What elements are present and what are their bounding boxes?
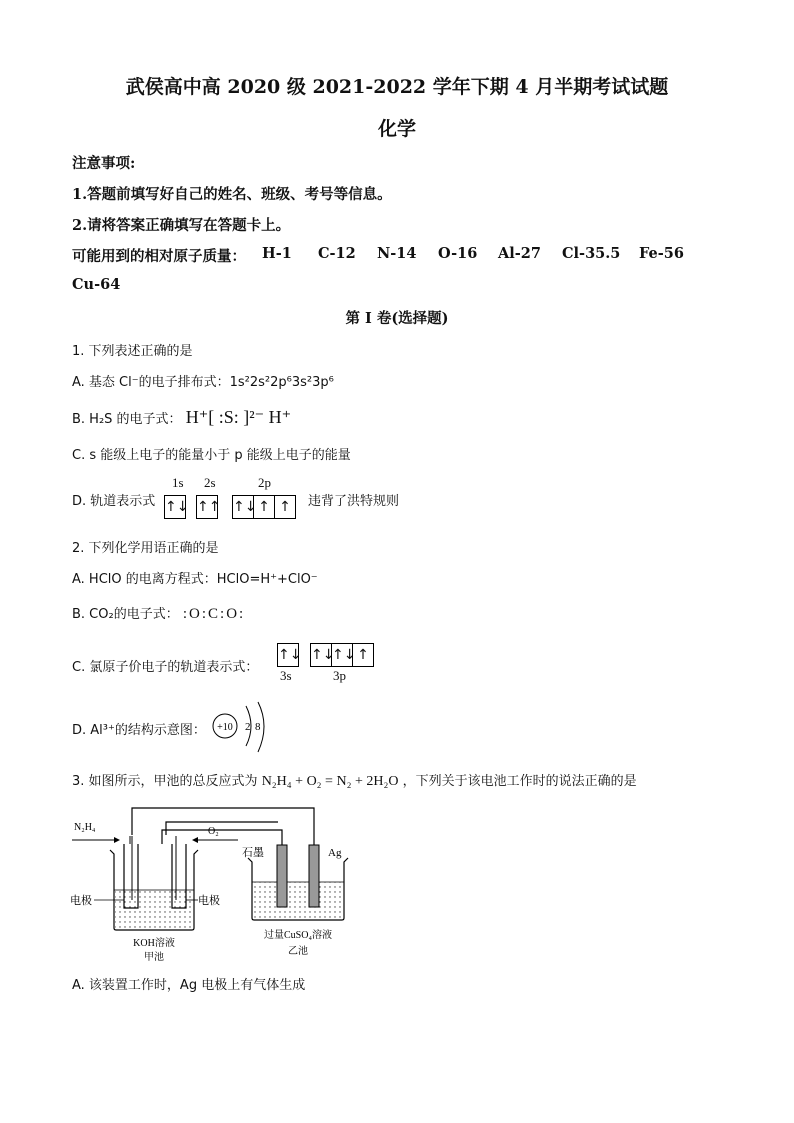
atomic-mass-line [72,245,722,265]
mass-cu: Cu-64 [72,276,121,293]
orbital-label-3p: 3p [333,668,346,683]
label-koh: KOH溶液 [133,938,175,949]
label-o2: O₂ [208,826,219,837]
q3-cell-diagram [68,800,358,965]
q2-option-b [72,603,245,623]
orbital-label-2p: 2p [258,475,271,490]
atomic-mass-label: 可能用到的相对原子质量： [72,248,246,265]
mass-h: H-1 [262,245,292,262]
q3-stem-b: ，下列关于该电池工作时的说法正确的是 [402,774,637,789]
q3-stem [72,770,637,790]
orbital-box-1s: ↑↓ [164,495,186,519]
orbital-label-1s: 1s [172,475,184,490]
q2-option-a: A. HClO 的电离方程式：HClO=H⁺+ClO⁻ [72,572,318,587]
orbital-box-3s: ↑↓ [277,643,299,667]
label-cuso4: 过量CuSO₄溶液 [264,930,332,941]
notice-item-2: 2.请将答案正确填写在答题卡上。 [72,217,291,234]
q2-d-prefix: D. Al³⁺的结构示意图： [72,723,206,738]
q1-option-c: C. s 能级上电子的能量小于 p 能级上电子的能量 [72,448,351,463]
q2-option-c [72,642,472,686]
co2-electron-formula: :O:C:O: [182,606,246,622]
notice-heading: 注意事项: [72,155,136,172]
q1-b-label: B. H₂S 的电子式： [72,412,182,427]
q3-stem-a: 3. 如图所示，甲池的总反应式为 [72,774,258,789]
orbital-label-3s: 3s [280,668,292,683]
label-cell-jia: 甲池 [144,952,164,963]
label-ag: Ag [328,847,342,859]
al-ion-structure-diagram [208,700,278,756]
al-nucleus: +10 [217,722,233,733]
label-n2h4: N₂H₄ [74,822,96,833]
q2-b-label: B. CO₂的电子式： [72,607,179,622]
q1-option-a: A. 基态 Cl⁻的电子排布式：1s²2s²2p⁶3s²3p⁶ [72,375,334,390]
mass-al: Al-27 [498,245,541,262]
orbital-label-2s: 2s [204,475,216,490]
q2-option-d [72,700,372,756]
subject-title: 化学 [377,118,416,140]
mass-n: N-14 [377,245,417,262]
orbital-box-3p: ↑↓ ↑↓ ↑ [310,643,374,667]
q1-d-prefix: D. 轨道表示式 [72,494,156,509]
orbital-box-2s: ↑↑ [196,495,218,519]
mass-o: O-16 [438,245,478,262]
mass-c: C-12 [318,245,356,262]
label-electrode-right: 电极 [198,895,220,907]
q2-stem: 2. 下列化学用语正确的是 [72,541,219,556]
notice-item-1: 1.答题前填写好自己的姓名、班级、考号等信息。 [72,186,392,203]
label-electrode-left: 电极 [70,895,92,907]
q1-option-b [72,407,291,428]
exam-title: 武侯高中高 2020 级 2021-2022 学年下期 4 月半期考试试题 [125,76,669,98]
q1-d-suffix: 违背了洪特规则 [308,494,400,509]
q1-stem: 1. 下列表述正确的是 [72,344,193,359]
mass-cl: Cl-35.5 [562,245,621,262]
mass-fe: Fe-56 [639,245,684,262]
orbital-box-2p: ↑↓ ↑ ↑ [232,495,296,519]
q3-option-a: A. 该装置工作时，Ag 电极上有气体生成 [72,978,306,993]
al-shell-1: 2 [245,721,251,733]
al-shell-2: 8 [255,721,261,733]
q1-option-d [72,475,532,525]
label-cell-yi: 乙池 [288,946,308,957]
q3-equation: N₂H₄ + O₂ = N₂ + 2H₂O [261,774,399,789]
q2-c-prefix: C. 氯原子价电子的轨道表示式： [72,660,259,675]
h2s-electron-formula: H⁺[ :S: ]²⁻ H⁺ [185,407,292,427]
label-graphite: 石墨 [242,847,264,859]
section-title: 第 I 卷(选择题) [345,310,449,327]
